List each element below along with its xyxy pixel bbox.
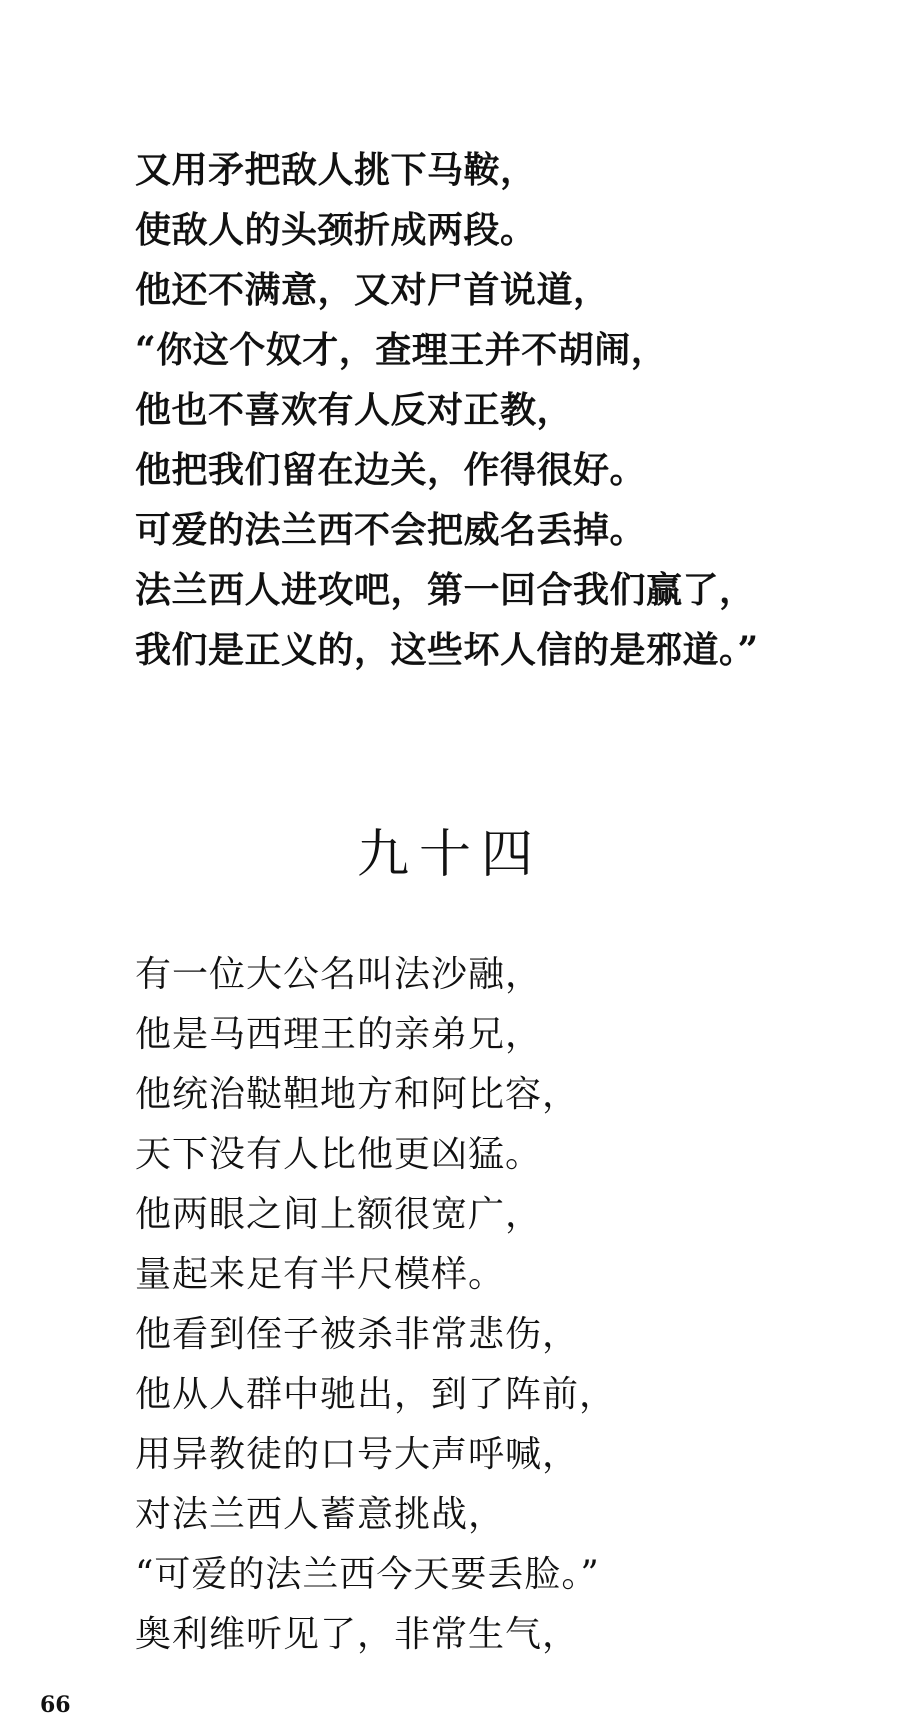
poem-line: 他是马西理王的亲弟兄， — [135, 1014, 543, 1055]
poem-line: 他把我们留在边关，作得很好。 — [135, 449, 647, 491]
poem-stanza-2 — [135, 945, 835, 1665]
poem-line: 对法兰西人蓄意挑战， — [135, 1494, 506, 1535]
poem-line: 量起来足有半尺模样。 — [135, 1254, 506, 1295]
page-number: 66 — [40, 1692, 71, 1718]
section-number-heading: 九十四 — [356, 825, 543, 885]
poem-line: 他从人群中驰出，到了阵前， — [135, 1374, 617, 1415]
poem-line: “可爱的法兰西今天要丢脸。” — [135, 1554, 600, 1595]
poem-line: 我们是正义的，这些坏人信的是邪道。” — [135, 629, 759, 671]
poem-line: “你这个奴才，查理王并不胡闹， — [135, 329, 668, 371]
poem-line: 他也不喜欢有人反对正教， — [135, 389, 574, 431]
poem-line: 奥利维听见了，非常生气， — [135, 1614, 580, 1655]
poem-line: 他看到侄子被杀非常悲伤， — [135, 1314, 580, 1355]
poem-line: 有一位大公名叫法沙融， — [135, 954, 543, 995]
poem-line: 他两眼之间上额很宽广， — [135, 1194, 543, 1235]
poem-line: 他统治鞑靼地方和阿比容， — [135, 1074, 580, 1115]
poem-line: 天下没有人比他更凶猛。 — [135, 1134, 543, 1175]
poem-line: 法兰西人进攻吧，第一回合我们赢了， — [135, 569, 756, 611]
poem-stanza-1 — [135, 140, 835, 680]
poem-line: 又用矛把敌人挑下马鞍， — [135, 149, 537, 191]
poem-line: 用异教徒的口号大声呼喊， — [135, 1434, 580, 1475]
poem-line: 可爱的法兰西不会把威名丢掉。 — [135, 509, 647, 551]
poem-line: 使敌人的头颈折成两段。 — [135, 209, 537, 251]
poem-line: 他还不满意，又对尸首说道， — [135, 269, 610, 311]
